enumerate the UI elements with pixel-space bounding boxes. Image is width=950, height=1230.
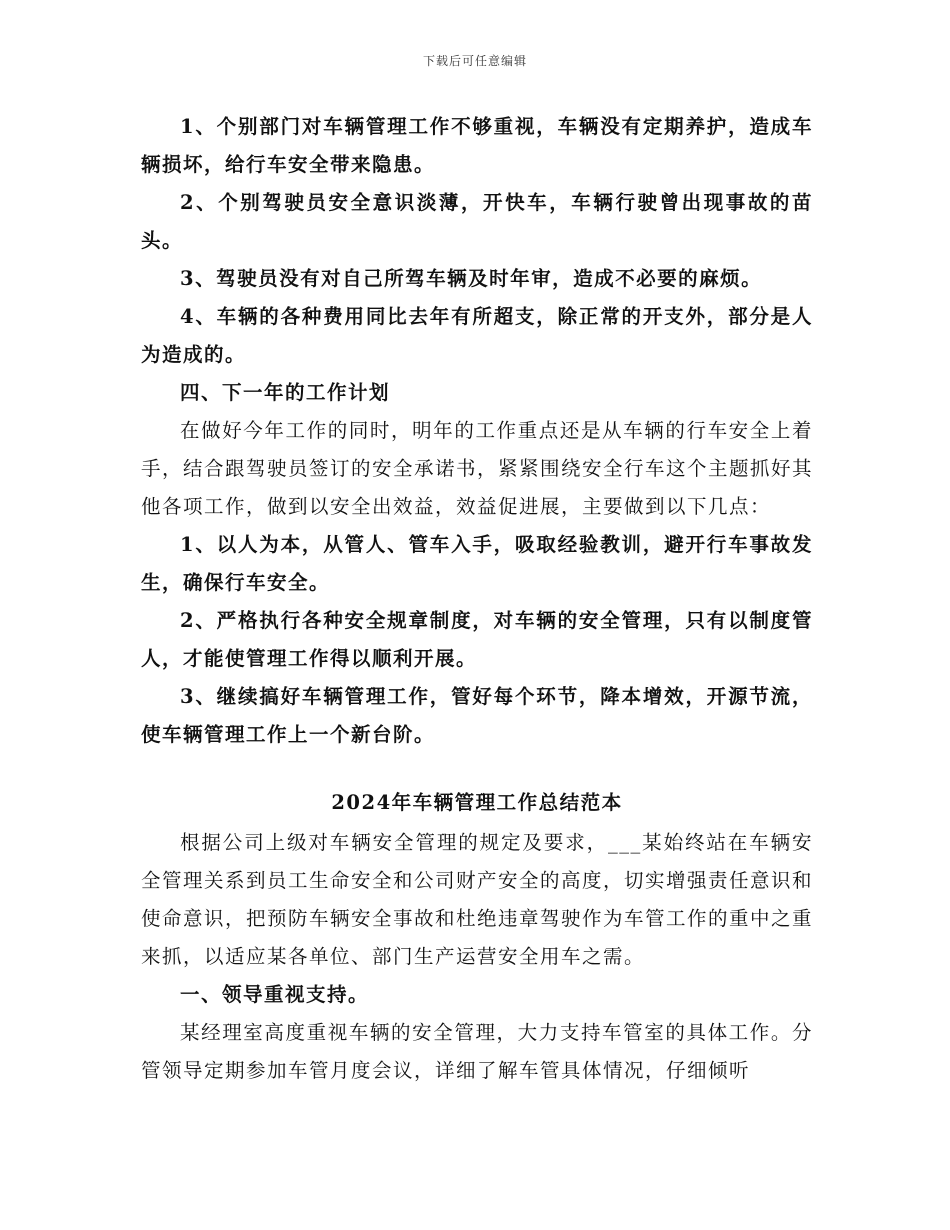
plan-item-1: 1、以人为本，从管人、管车入手，吸取经验教训，避开行车事故发生，确保行车安全。 <box>141 533 813 594</box>
document-body <box>141 108 813 1090</box>
document-title: 2024年车辆管理工作总结范本 <box>331 791 623 814</box>
plan-intro-paragraph: 在做好今年工作的同时，明年的工作重点还是从车辆的行车安全上着手，结合跟驾驶员签订的安全承诺书，紧紧围绕安全行车这个主题抓好其他各项工作，做到以安全出效益，效益促进展，主要做到以下几点： <box>141 419 814 518</box>
header-note: 下载后可任意编辑 <box>422 54 527 68</box>
summary-heading-1: 一、领导重视支持。 <box>180 983 370 1006</box>
section-heading-plan: 四、下一年的工作计划 <box>180 381 391 404</box>
section-spacer <box>141 754 813 784</box>
plan-item-3: 3、继续搞好车辆管理工作，管好每个环节，降本增效，开源节流，使车辆管理工作上一个新台阶。 <box>141 685 813 746</box>
plan-item-2: 2、严格执行各种安全规章制度，对车辆的安全管理，只有以制度管人，才能使管理工作得以顺利开展。 <box>141 609 813 670</box>
summary-paragraph-1: 根据公司上级对车辆安全管理的规定及要求，___某始终站在车辆安全管理关系到员工生命安全和公司财产安全的高度，切实增强责任意识和使命意识，把预防车辆安全事故和杜绝违章驾驶作为车管工作的重中之重来抓，以适应某各单位、部门生产运营安全用车之需。 <box>141 831 814 968</box>
summary-paragraph-2: 某经理室高度重视车辆的安全管理，大力支持车管室的具体工作。分管领导定期参加车管月度会议，详细了解车管具体情况，仔细倾听 <box>141 1021 813 1082</box>
issue-paragraph-3: 3、驾驶员没有对自己所驾车辆及时年审，造成不必要的麻烦。 <box>180 267 763 290</box>
issue-paragraph-2: 2、个别驾驶员安全意识淡薄，开快车，车辆行驶曾出现事故的苗头。 <box>141 191 813 252</box>
issue-paragraph-1: 1、个别部门对车辆管理工作不够重视，车辆没有定期养护，造成车辆损坏，给行车安全带来隐患。 <box>141 115 813 176</box>
issue-paragraph-4: 4、车辆的各种费用同比去年有所超支，除正常的开支外，部分是人为造成的。 <box>141 305 813 366</box>
